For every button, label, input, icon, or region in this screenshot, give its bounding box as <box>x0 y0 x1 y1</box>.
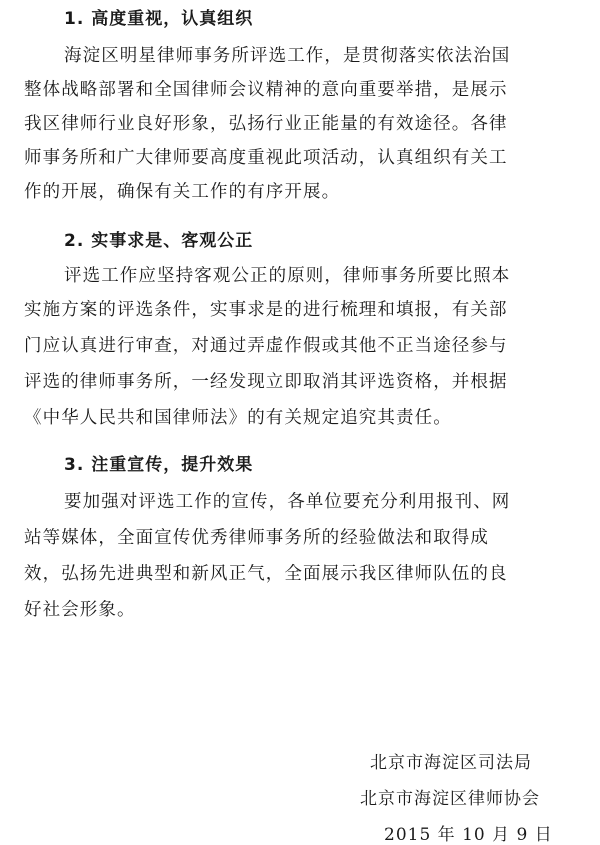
section-3-line-3: 效，弘扬先进典型和新风正气，全面展示我区律师队伍的良 <box>24 564 508 584</box>
signature-date: 2015 年 10 月 9 日 <box>384 825 553 845</box>
section-1-line-1: 海淀区明星律师事务所评选工作，是贯彻落实依法治国 <box>64 46 511 66</box>
section-1-line-2: 整体战略部署和全国律师会议精神的意向重要举措，是展示 <box>24 80 508 100</box>
section-2-line-5: 《中华人民共和国律师法》的有关规定追究其责任。 <box>24 408 452 428</box>
section-3-line-1: 要加强对评选工作的宣传，各单位要充分利用报刊、网 <box>64 492 511 512</box>
section-2-line-1: 评选工作应坚持客观公正的原则，律师事务所要比照本 <box>64 266 511 286</box>
section-2-line-3: 门应认真进行审查，对通过弄虚作假或其他不正当途径参与 <box>24 336 508 356</box>
section-1-heading: 1. 高度重视，认真组织 <box>64 9 254 29</box>
section-3-line-2: 站等媒体，全面宣传优秀律师事务所的经验做法和取得成 <box>24 528 489 548</box>
section-1-line-5: 作的开展，确保有关工作的有序开展。 <box>24 182 341 202</box>
section-1-line-3: 我区律师行业良好形象，弘扬行业正能量的有效途径。各律 <box>24 114 508 134</box>
section-3-heading: 3. 注重宣传，提升效果 <box>64 455 254 475</box>
signature-org-lawyers-association: 北京市海淀区律师协会 <box>360 789 540 809</box>
section-3-line-4: 好社会形象。 <box>24 600 136 620</box>
signature-org-justice-bureau: 北京市海淀区司法局 <box>370 753 532 773</box>
section-2-heading: 2. 实事求是、客观公正 <box>64 231 254 251</box>
section-2-line-4: 评选的律师事务所，一经发现立即取消其评选资格，并根据 <box>24 372 508 392</box>
section-2-line-2: 实施方案的评选条件，实事求是的进行梳理和填报，有关部 <box>24 300 508 320</box>
section-1-line-4: 师事务所和广大律师要高度重视此项活动，认真组织有关工 <box>24 148 508 168</box>
